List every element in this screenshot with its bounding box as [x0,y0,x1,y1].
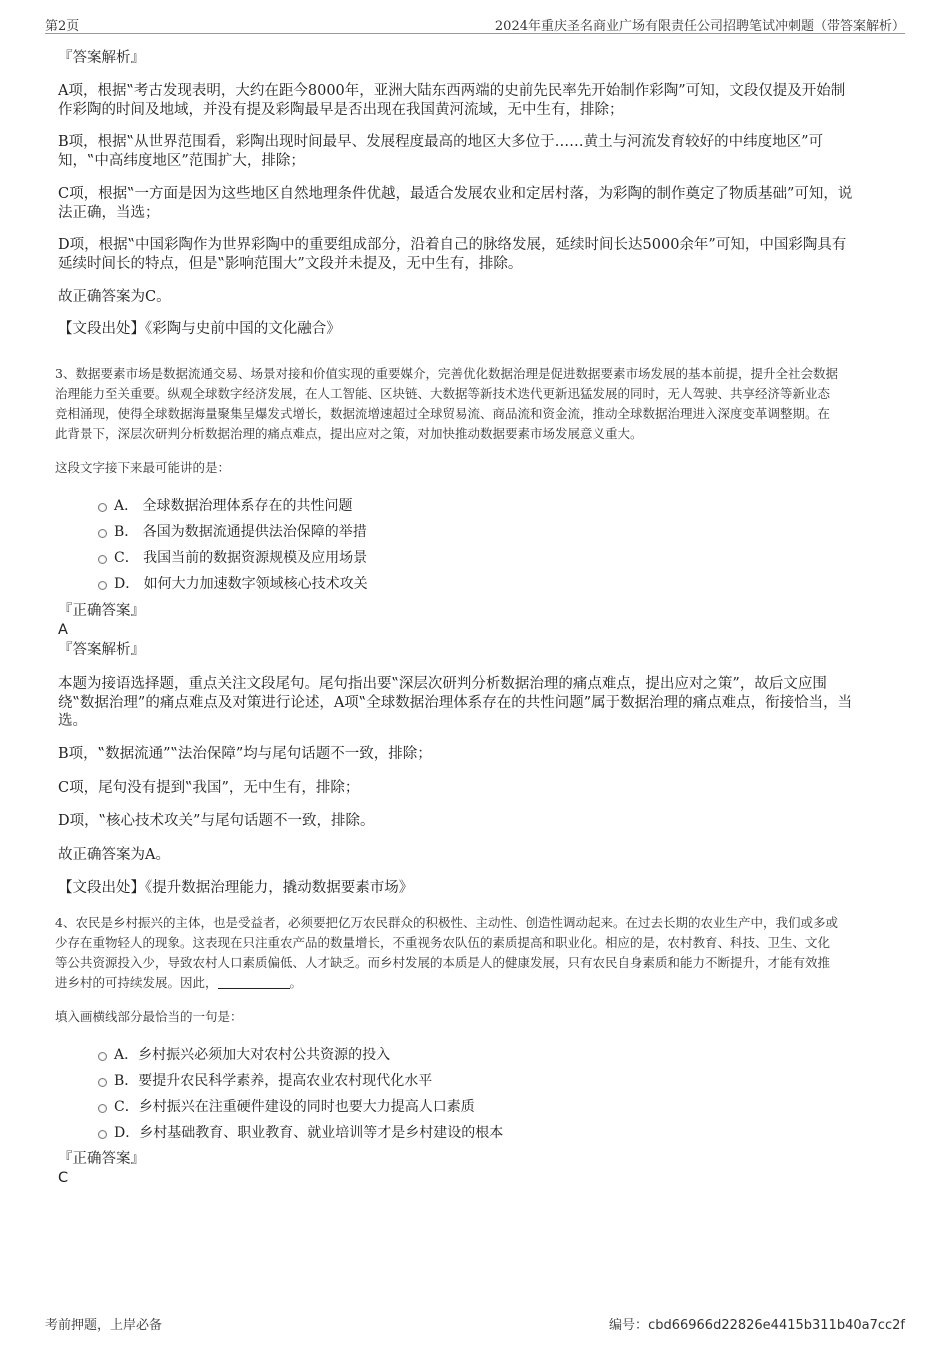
option-a-label[interactable]: A． 全球数据治理体系存在的共性问题 [114,498,353,514]
analysis-line: 本题为接语选择题，重点关注文段尾句。尾句指出要‟深层次研判分析数据治理的痛点难点，提出应对之策”，故后文应围 [58,676,827,692]
analysis-line: 选。 [58,713,87,729]
analysis-heading: 『答案解析』 [58,642,145,658]
question-line: 3、数据要素市场是数据流通交易、场景对接和价值实现的重要媒介，完善优化数据治理是促进数据要素市场发展的基本前提，提升全社会数据 [55,366,838,381]
analysis-line: 绕‟数据治理”的痛点难点及对策进行论述，A项‟全球数据治理体系存在的共性问题”属于数据治理的痛点难点，衔接恰当，当 [58,695,853,711]
radio-option-a[interactable] [98,503,107,512]
analysis-line: B项，‟数据流通”‟法治保障”均与尾句话题不一致，排除； [58,746,432,762]
analysis-line: C项，尾句没有提到‟我国”，无中生有，排除； [58,780,360,796]
analysis-line: D项，根据‟中国彩陶作为世界彩陶中的重要组成部分，沿着自己的脉络发展，延续时间长达5000余年”可知，中国彩陶具有 [58,237,847,253]
option-b-label[interactable]: B．要提升农民科学素养，提高农业农村现代化水平 [114,1073,433,1089]
question-prompt: 这段文字接下来最可能讲的是： [55,460,231,475]
question-line: 此背景下，深层次研判分析数据治理的痛点难点，提出应对之策，对加快推动数据要素市场发展意义重大。 [55,426,643,441]
analysis-line: 知，‟中高纬度地区”范围扩大，排除； [58,153,305,169]
question-line: 少存在重物轻人的现象。这表现在只注重农产品的数量增长，不重视务农队伍的素质提高和职业化。相应的是，农村教育、科技、卫生、文化 [55,935,831,950]
radio-option-d[interactable] [98,1130,107,1139]
option-a-label[interactable]: A．乡村振兴必须加大对农村公共资源的投入 [114,1047,391,1063]
question-prompt: 填入画横线部分最恰当的一句是： [55,1009,243,1024]
header-divider [45,33,905,34]
source-citation: 【文段出处】《彩陶与史前中国的文化融合》 [58,321,341,337]
correct-answer: C [58,1170,69,1186]
radio-option-b[interactable] [98,1078,107,1087]
document-id-label: 编号： [609,1318,649,1333]
answer-heading: 『正确答案』 [58,603,145,619]
radio-option-b[interactable] [98,529,107,538]
analysis-heading: 『答案解析』 [58,50,145,66]
page-number: 第2页 [45,19,80,34]
option-d-label[interactable]: D． 如何大力加速数字领域核心技术攻关 [114,576,368,592]
question-line: 等公共资源投入少，导致农村人口素质偏低、人才缺乏。而乡村发展的本质是人的健康发展，只有农民自身素质和能力不断提升，才能有效推 [55,955,831,970]
question-line: 竞相涌现，使得全球数据海量聚集呈爆发式增长，数据流增速超过全球贸易流、商品流和资金流，推动全球数据治理进入深度变革调整期。在 [55,406,831,421]
answer-heading: 『正确答案』 [58,1151,145,1167]
conclusion: 故正确答案为C。 [58,289,171,305]
option-c-label[interactable]: C． 我国当前的数据资源规模及应用场景 [114,550,368,566]
footer-slogan: 考前押题，上岸必备 [45,1318,163,1333]
radio-option-c[interactable] [98,1104,107,1113]
radio-option-a[interactable] [98,1052,107,1061]
analysis-line: 作彩陶的时间及地域，并没有提及彩陶最早是否出现在我国黄河流域，无中生有，排除； [58,102,624,118]
analysis-line: 延续时间长的特点，但是‟影响范围大”文段并未提及，无中生有，排除。 [58,256,523,272]
option-c-label[interactable]: C．乡村振兴在注重硬件建设的同时也要大力提高人口素质 [114,1099,475,1115]
document-id [609,1314,905,1333]
source-citation: 【文段出处】《提升数据治理能力，撬动数据要素市场》 [58,880,414,896]
radio-option-d[interactable] [98,581,107,590]
question-text-end: 。 [289,975,303,990]
analysis-line: 法正确，当选； [58,205,160,221]
question-line: 4、农民是乡村振兴的主体，也是受益者，必须要把亿万农民群众的积极性、主动性、创造性调动起来。在过去长期的农业生产中，我们或多或 [55,915,838,930]
conclusion: 故正确答案为A。 [58,847,170,863]
analysis-line: A项，根据‟考古发现表明，大约在距今8000年，亚洲大陆东西两端的史前先民率先开始制作彩陶”可知，文段仅提及开始制 [58,83,846,99]
analysis-line: B项，根据‟从世界范围看，彩陶出现时间最早、发展程度最高的地区大多位于……黄土与河流发育较好的中纬度地区”可 [58,134,823,150]
correct-answer: A [58,622,68,638]
option-d-label[interactable]: D．乡村基础教育、职业教育、就业培训等才是乡村建设的根本 [114,1125,504,1141]
document-id-code: cbd66966d22826e4415b311b40a7cc2f [648,1318,905,1333]
radio-option-c[interactable] [98,555,107,564]
document-title: 2024年重庆圣名商业广场有限责任公司招聘笔试冲刺题（带答案解析） [494,19,905,34]
option-b-label[interactable]: B． 各国为数据流通提供法治保障的举措 [114,524,367,540]
question-line-with-blank [55,973,302,993]
analysis-line: C项，根据‟一方面是因为这些地区自然地理条件优越，最适合发展农业和定居村落，为彩陶的制作奠定了物质基础”可知，说 [58,186,853,202]
analysis-line: D项，‟核心技术攻关”与尾句话题不一致，排除。 [58,813,375,829]
fill-in-blank [218,988,290,989]
question-text: 进乡村的可持续发展。因此， [55,975,218,990]
question-line: 治理能力至关重要。纵观全球数字经济发展，在人工智能、区块链、大数据等新技术迭代更新迅猛发展的同时，无人驾驶、共享经济等新业态 [55,386,831,401]
